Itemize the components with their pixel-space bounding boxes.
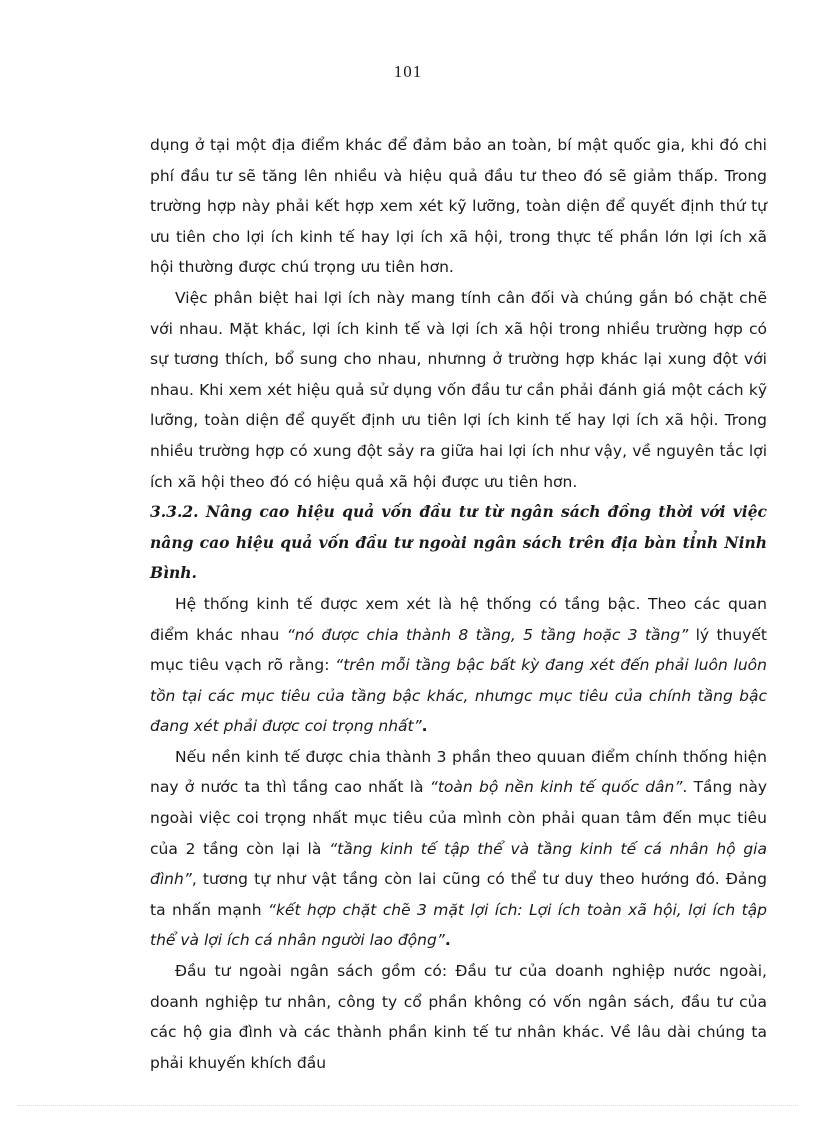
footer-divider xyxy=(18,1105,798,1106)
text-run: Nếu nền kinh tế được chia thành 3 phần theo quuan điểm chính thống hiện nay ở nước ta thì tầng cao nhất là xyxy=(150,747,767,797)
text-run: lý thuyết mục tiêu vạch rõ rằng: xyxy=(150,625,767,675)
section-heading: 3.3.2. Nâng cao hiệu quả vốn đầu tư từ ngân sách đồng thời với việc nâng cao hiệu quả vốn đầu tư ngoài ngân sách trên địa bàn tỉnh Ninh Bình. xyxy=(150,502,767,583)
quote: “tầng kinh tế tập thể và tầng kinh tế cá nhân hộ gia đình” xyxy=(150,839,767,889)
paragraph-5: Đầu tư ngoài ngân sách gồm có: Đầu tư của doanh nghiệp nước ngoài, doanh nghiệp tư nhân, công ty cổ phần không có vốn ngân sách, đầu tư của các hộ gia đình và các thành phần kinh tế tư nhân khác. Về lâu dài chúng ta phải khuyến khích đầu xyxy=(150,962,767,1072)
quote: “nó được chia thành 8 tầng, 5 tầng hoặc 3 tầng” xyxy=(286,625,689,644)
quote: “kết hợp chặt chẽ 3 mặt lợi ích: Lợi ích toàn xã hội, lợi ích tập thể và lợi ích cá nhân người lao động” xyxy=(150,900,767,950)
text-run: , tương tự như vật tầng còn lai cũng có thể tư duy theo hướng đó. Đảng ta nhấn mạnh xyxy=(150,870,767,919)
quote: “toàn bộ nền kinh tế quốc dân” xyxy=(429,778,683,797)
paragraph-1: dụng ở tại một địa điểm khác để đảm bảo an toàn, bí mật quốc gia, khi đó chi phí đầu tư sẽ tăng lên nhiều và hiệu quả đầu tư theo đó sẽ giảm thấp. Trong trường hợp này phải kết hợp xem xét kỹ lưỡng, toàn diện để quyết định thứ tự ưu tiên cho lợi ích kinh tế hay lợi ích xã hội, trong thực tế phần lớn lợi ích xã hội thường được chú trọng ưu tiên hơn. xyxy=(150,136,767,277)
quote: “trên mỗi tầng bậc bất kỳ đang xét đến phải luôn luôn tồn tại các mục tiêu của tầng bậc khác, nhưngc mục tiêu của chính tầng bậc đang xét phải được coi trọng nhất” xyxy=(150,656,767,736)
text-run: . Tầng này ngoài việc coi trọng nhất mục tiêu của mình còn phải quan tâm đến mục tiêu của 2 tầng còn lại là xyxy=(150,778,767,858)
text-run: Hệ thống kinh tế được xem xét là hệ thống có tầng bậc. Theo các quan điểm khác nhau xyxy=(150,594,767,644)
document-body xyxy=(150,130,767,1078)
paragraph-4 xyxy=(150,742,767,956)
paragraph-3 xyxy=(150,589,767,742)
text-run: . xyxy=(444,931,451,950)
text-run: . xyxy=(421,717,428,736)
paragraph-2: Việc phân biệt hai lợi ích này mang tính cân đối và chúng gắn bó chặt chẽ với nhau. Mặt khác, lợi ích kinh tế và lợi ích xã hội trong nhiều trường hợp có sự tương thích, bổ sung cho nhau, nhưnng ở trường hợp khác lại xung đột với nhau. Khi xem xét hiệu quả sử dụng vốn đầu tư cần phải đánh giá một cách kỹ lưỡng, toàn diện để quyết định ưu tiên lợi ích kinh tế hay lợi ích xã hội. Trong nhiều trường hợp có xung đột sảy ra giữa hai lợi ích như vậy, về nguyên tắc lợi ích xã hội theo đó có hiệu quả xã hội được ưu tiên hơn. xyxy=(150,288,767,491)
page-number: 101 xyxy=(393,62,423,81)
